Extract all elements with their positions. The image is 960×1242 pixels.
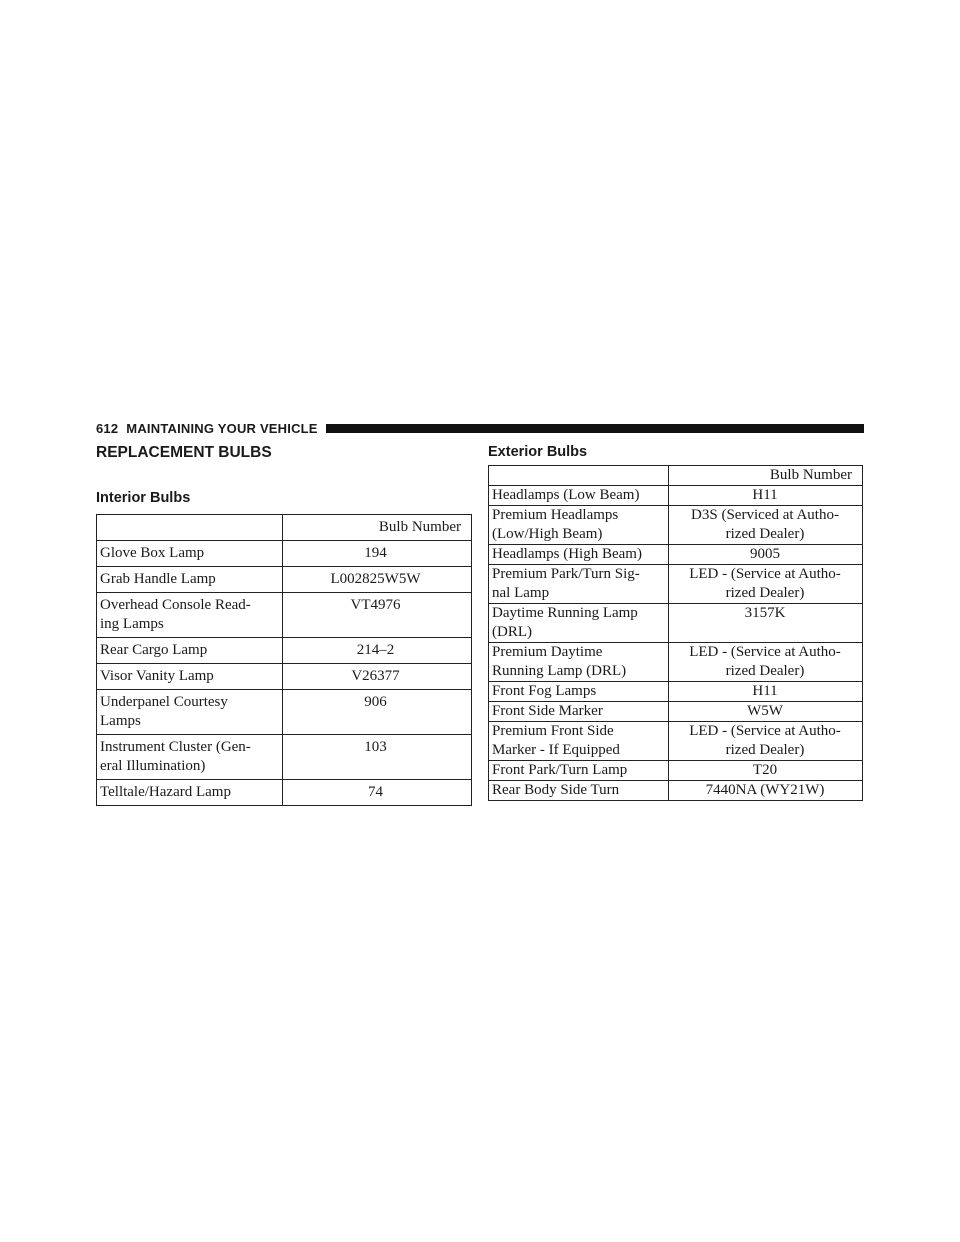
bulb-location-line: Front Fog Lamps — [492, 683, 597, 699]
bulb-location-line: Marker - If Equipped — [492, 742, 620, 758]
bulb-number-cell — [669, 545, 863, 565]
bulb-number-cell — [669, 702, 863, 722]
page-number: 612 — [96, 420, 119, 436]
bulb-location-line: Headlamps (High Beam) — [492, 546, 642, 562]
table-row — [489, 506, 863, 545]
section-title: MAINTAINING YOUR VEHICLE — [126, 420, 318, 436]
bulb-location-cell — [97, 593, 283, 638]
table-row — [97, 567, 472, 593]
bulb-location-line: (Low/High Beam) — [492, 526, 603, 542]
bulb-location-cell — [489, 604, 669, 643]
bulb-location-line: Visor Vanity Lamp — [100, 668, 214, 684]
bulb-number-line: 3157K — [744, 605, 786, 621]
bulb-number-line: 214–2 — [356, 642, 395, 658]
bulb-location-cell — [489, 702, 669, 722]
table-row — [97, 638, 472, 664]
table-row — [97, 780, 472, 806]
header-blank-cell — [489, 466, 669, 486]
bulb-location-cell — [489, 761, 669, 781]
bulb-number-line: rized Dealer) — [725, 742, 805, 758]
bulb-number-cell — [283, 593, 472, 638]
left-column — [96, 443, 472, 806]
table-row — [489, 643, 863, 682]
bulb-number-cell — [283, 780, 472, 806]
right-column — [488, 443, 863, 801]
header-rule — [326, 424, 864, 433]
bulb-location-cell — [489, 643, 669, 682]
bulb-location-line: Telltale/Hazard Lamp — [100, 784, 231, 800]
bulb-location-line: Lamps — [100, 713, 141, 729]
table-row — [489, 761, 863, 781]
bulb-number-cell — [669, 506, 863, 545]
bulb-number-line: L002825W5W — [330, 571, 421, 587]
page-title: REPLACEMENT BULBS — [96, 444, 272, 461]
bulb-number-line: rized Dealer) — [725, 663, 805, 679]
bulb-location-line: Rear Cargo Lamp — [100, 642, 208, 658]
bulb-number-line: 7440NA (WY21W) — [705, 782, 825, 798]
bulb-number-line: 194 — [364, 545, 387, 561]
bulb-location-line: Headlamps (Low Beam) — [492, 487, 640, 503]
bulb-location-line: Glove Box Lamp — [100, 545, 205, 561]
table-row — [97, 735, 472, 780]
header-blank-cell — [97, 515, 283, 541]
bulb-location-cell — [97, 690, 283, 735]
bulb-number-line: 906 — [364, 694, 387, 710]
bulb-number-line: LED - (Service at Autho- — [689, 566, 841, 582]
bulb-location-cell — [97, 735, 283, 780]
bulb-number-line: H11 — [752, 683, 778, 699]
bulb-location-line: ing Lamps — [100, 616, 164, 632]
bulb-number-line: rized Dealer) — [725, 526, 805, 542]
bulb-location-line: Premium Front Side — [492, 723, 614, 739]
bulb-location-cell — [97, 638, 283, 664]
bulb-number-line: 103 — [364, 739, 387, 755]
bulb-location-cell — [97, 567, 283, 593]
bulb-location-cell — [97, 780, 283, 806]
bulb-location-cell — [489, 486, 669, 506]
column-header-bulb-number: Bulb Number — [283, 515, 472, 541]
bulb-location-cell — [97, 664, 283, 690]
exterior-bulbs-title: Exterior Bulbs — [488, 444, 588, 460]
bulb-location-line: Instrument Cluster (Gen- — [100, 739, 251, 755]
bulb-number-cell — [283, 735, 472, 780]
bulb-number-cell — [283, 664, 472, 690]
table-row — [489, 682, 863, 702]
bulb-location-line: Rear Body Side Turn — [492, 782, 620, 798]
table-header-row — [97, 515, 472, 541]
bulb-number-cell — [669, 565, 863, 604]
bulb-number-cell — [283, 690, 472, 735]
bulb-number-cell — [283, 638, 472, 664]
bulb-number-cell — [283, 567, 472, 593]
bulb-location-line: nal Lamp — [492, 585, 550, 601]
bulb-number-line: D3S (Serviced at Autho- — [691, 507, 839, 523]
bulb-number-cell — [669, 604, 863, 643]
page-header — [96, 418, 864, 438]
bulb-number-line: V26377 — [351, 668, 400, 684]
bulb-location-line: Premium Daytime — [492, 644, 603, 660]
table-row — [489, 565, 863, 604]
table-header-row — [489, 466, 863, 486]
table-row — [489, 702, 863, 722]
bulb-number-line: W5W — [747, 703, 783, 719]
bulb-location-line: Grab Handle Lamp — [100, 571, 216, 587]
table-row — [97, 664, 472, 690]
bulb-location-line: Front Park/Turn Lamp — [492, 762, 628, 778]
bulb-location-line: Daytime Running Lamp — [492, 605, 638, 621]
table-row — [489, 604, 863, 643]
table-row — [97, 541, 472, 567]
bulb-number-line: VT4976 — [350, 597, 401, 613]
bulb-location-cell — [489, 781, 669, 801]
bulb-location-line: Overhead Console Read- — [100, 597, 251, 613]
bulb-location-cell — [97, 541, 283, 567]
bulb-number-line: T20 — [752, 762, 778, 778]
bulb-number-cell — [669, 643, 863, 682]
bulb-number-line: H11 — [752, 487, 778, 503]
bulb-number-line: 9005 — [750, 546, 780, 562]
bulb-number-cell — [283, 541, 472, 567]
bulb-number-cell — [669, 781, 863, 801]
table-row — [489, 722, 863, 761]
bulb-location-line: Front Side Marker — [492, 703, 603, 719]
bulb-number-line: 74 — [368, 784, 383, 800]
bulb-location-line: Underpanel Courtesy — [100, 694, 228, 710]
bulb-number-line: LED - (Service at Autho- — [689, 723, 841, 739]
table-row — [489, 781, 863, 801]
bulb-location-cell — [489, 545, 669, 565]
bulb-location-line: eral Illumination) — [100, 758, 206, 774]
bulb-location-cell — [489, 682, 669, 702]
table-row — [489, 545, 863, 565]
bulb-location-cell — [489, 565, 669, 604]
exterior-bulbs-table — [488, 465, 863, 801]
bulb-location-cell — [489, 722, 669, 761]
bulb-number-cell — [669, 486, 863, 506]
table-row — [97, 593, 472, 638]
interior-bulbs-table — [96, 514, 472, 806]
bulb-location-line: Running Lamp (DRL) — [492, 663, 627, 679]
table-row — [489, 486, 863, 506]
bulb-number-line: LED - (Service at Autho- — [689, 644, 841, 660]
bulb-number-cell — [669, 761, 863, 781]
bulb-location-line: (DRL) — [492, 624, 532, 640]
table-row — [97, 690, 472, 735]
bulb-location-line: Premium Park/Turn Sig- — [492, 566, 640, 582]
interior-bulbs-title: Interior Bulbs — [96, 490, 191, 506]
column-header-bulb-number: Bulb Number — [669, 466, 863, 486]
bulb-number-cell — [669, 722, 863, 761]
bulb-location-cell — [489, 506, 669, 545]
bulb-location-line: Premium Headlamps — [492, 507, 619, 523]
bulb-number-cell — [669, 682, 863, 702]
bulb-number-line: rized Dealer) — [725, 585, 805, 601]
